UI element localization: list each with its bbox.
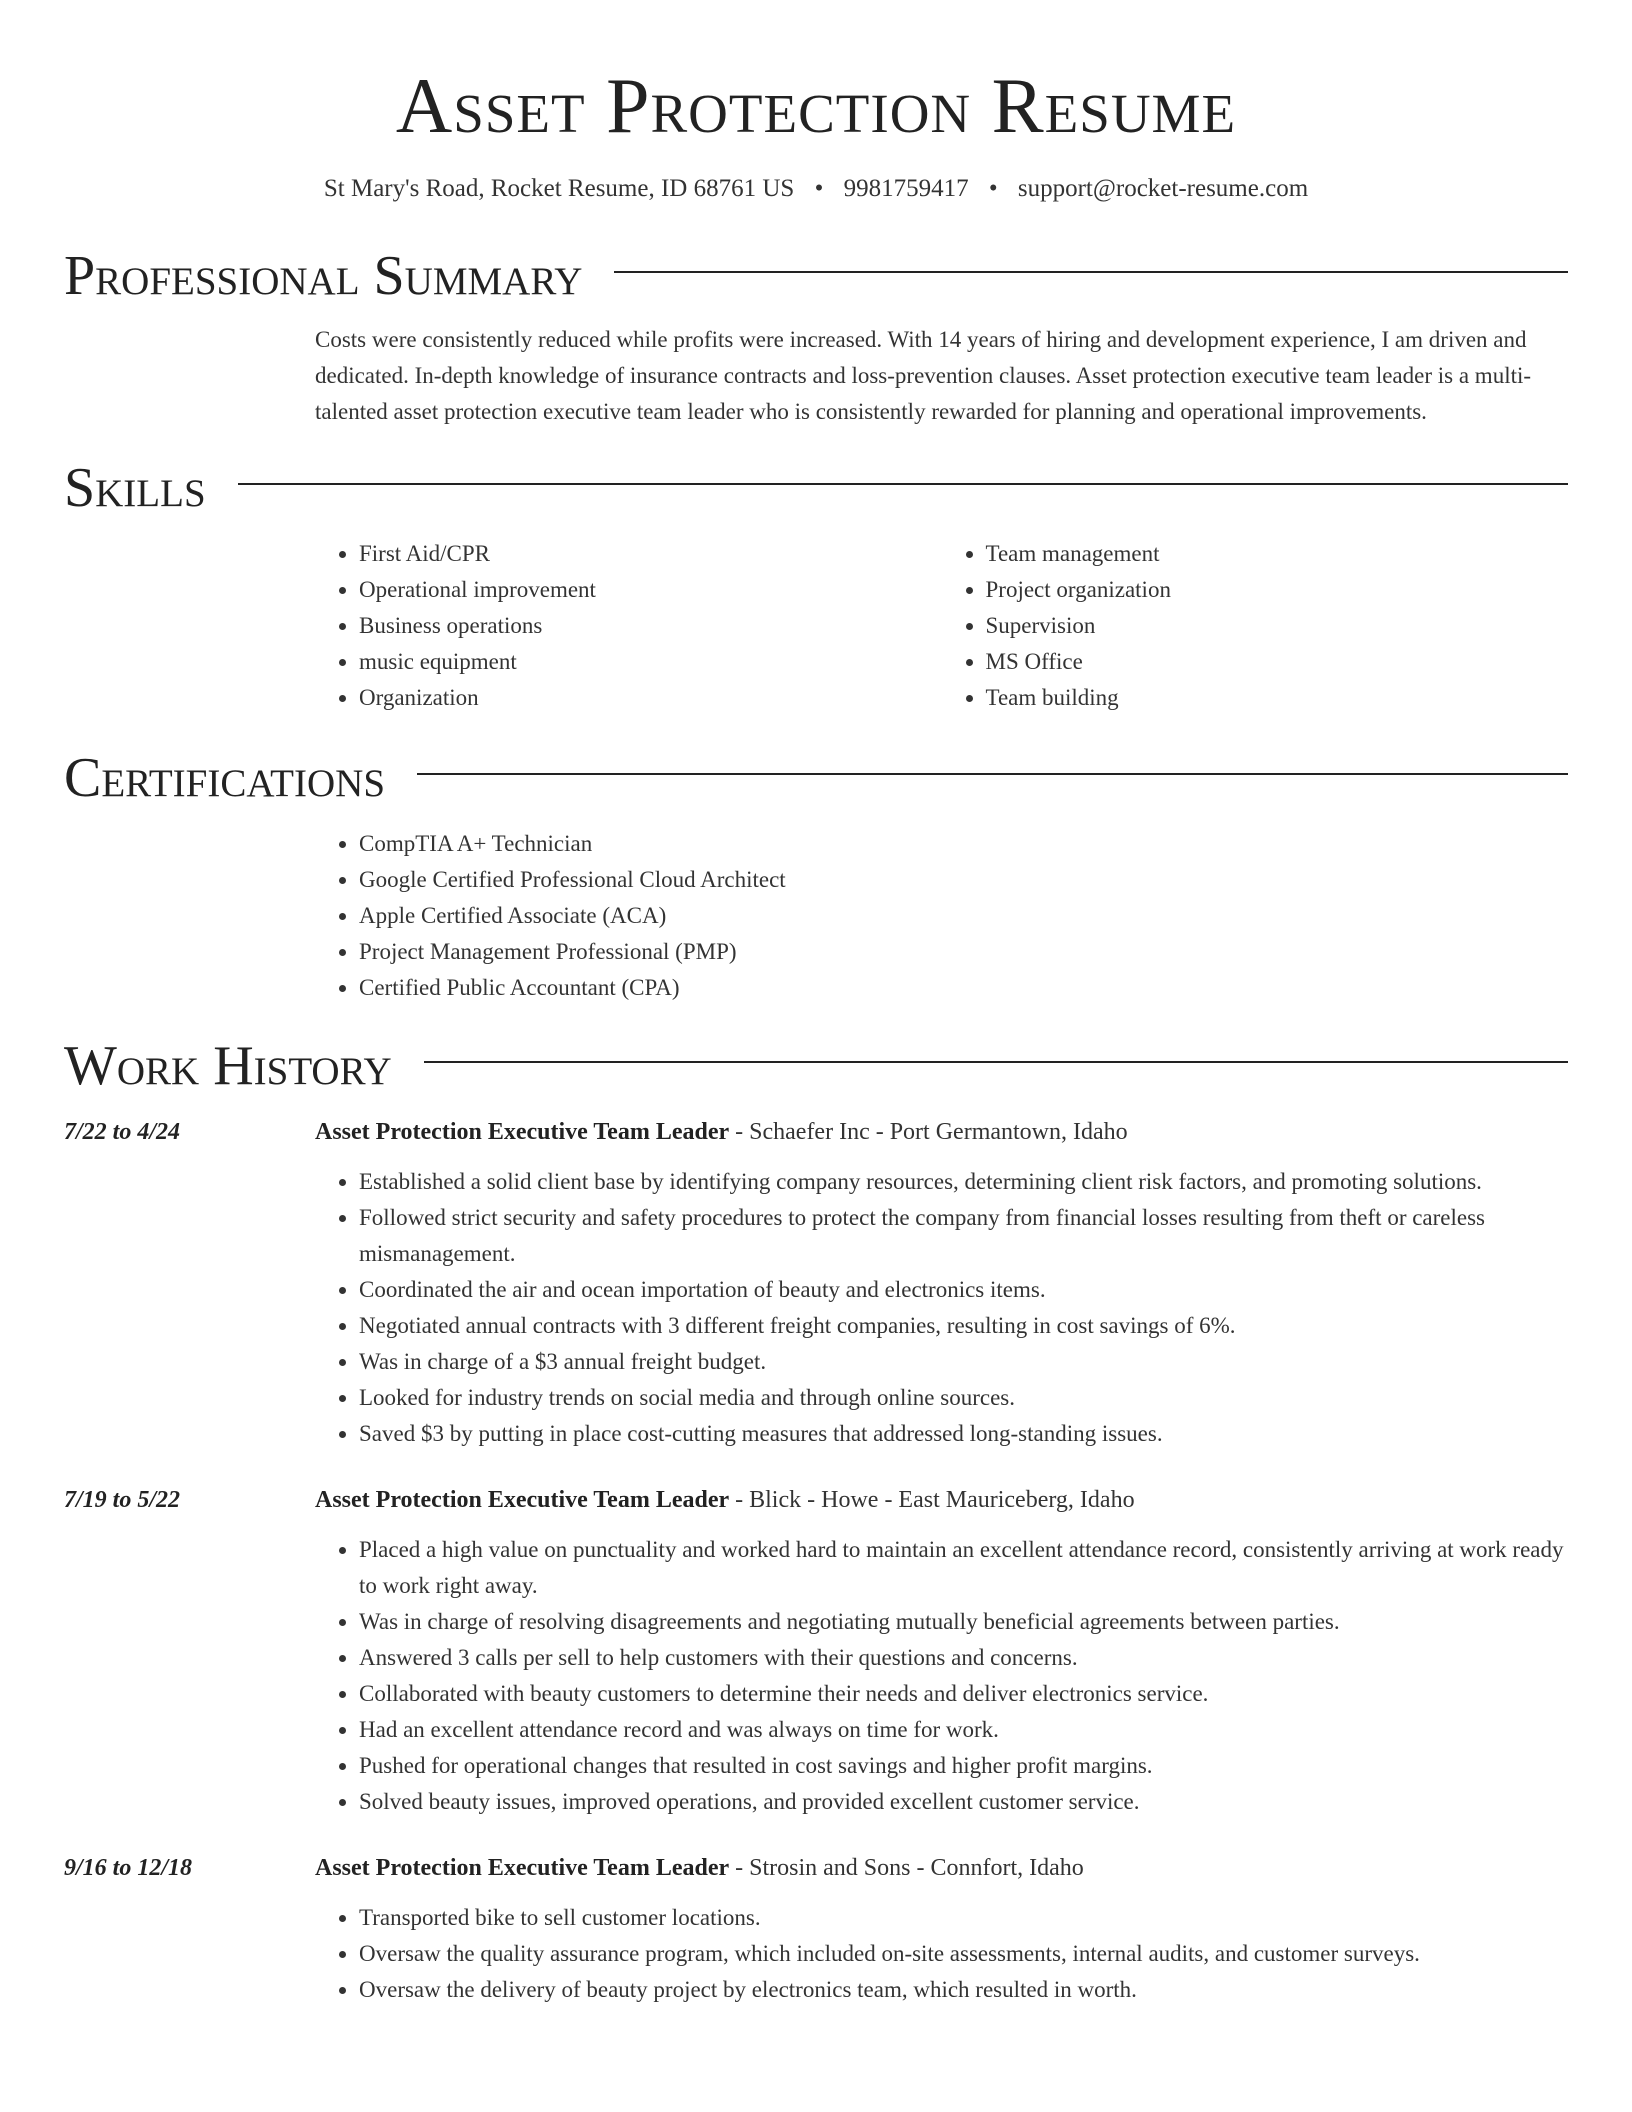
section-divider (424, 1061, 1568, 1063)
skill-item: • Team building (986, 680, 1569, 716)
certification-item: • CompTIA A+ Technician (359, 826, 1568, 862)
address: St Mary's Road, Rocket Resume, ID 68761 US (323, 175, 795, 202)
skills-column-right (942, 536, 1569, 716)
resume-title: Asset Protection Resume (395, 62, 1237, 149)
certification-item: • Apple Certified Associate (ACA) (359, 898, 1568, 934)
summary-text: Costs were consistently reduced while profits were increased. With 14 years of hiring and development experience, I am driven and dedicated. In-depth knowledge of insurance contracts and loss-prevention clauses. Asset protection executive team leader is a multi-talented asset protection executive team leader who is consistently rewarded for planning and operational improvements. (315, 327, 1532, 424)
job-dates: 7/22 to 4/24 (64, 1119, 181, 1145)
job-company-location: - Schaefer Inc - Port Germantown, Idaho (729, 1119, 1128, 1145)
skills-heading: Skills (64, 457, 206, 519)
job-company-location: - Blick - Howe - East Mauriceberg, Idaho (729, 1487, 1135, 1513)
job-role: Asset Protection Executive Team Leader (315, 1119, 730, 1145)
skill-item: • Operational improvement (359, 572, 942, 608)
summary-heading: Professional Summary (64, 245, 583, 307)
job-bullet: • Followed strict security and safety procedures to protect the company from financial losses resulting from theft or careless mismanagement. (359, 1200, 1568, 1272)
skill-item: • music equipment (359, 644, 942, 680)
job-bullet: • Solved beauty issues, improved operations, and provided excellent customer service. (359, 1784, 1568, 1820)
job-title-line (315, 1482, 1568, 1518)
certifications-list (315, 826, 1568, 1006)
job-role: Asset Protection Executive Team Leader (315, 1487, 730, 1513)
skill-item: • Team management (986, 536, 1569, 572)
skill-item: • Project organization (986, 572, 1569, 608)
summary-section-header (64, 244, 1568, 308)
job-bullet: • Coordinated the air and ocean importation of beauty and electronics items. (359, 1272, 1568, 1308)
skills-column-left (315, 536, 942, 716)
job-bullet: • Looked for industry trends on social media and through online sources. (359, 1380, 1568, 1416)
skill-item: • First Aid/CPR (359, 536, 942, 572)
job-entry (64, 1850, 1568, 2008)
job-bullet: • Pushed for operational changes that resulted in cost savings and higher profit margins. (359, 1748, 1568, 1784)
job-entry (64, 1482, 1568, 1820)
email-link[interactable]: support@rocket-resume.com (1017, 175, 1309, 202)
job-company-location: - Strosin and Sons - Connfort, Idaho (729, 1855, 1084, 1881)
work-history-section-header (64, 1034, 1568, 1098)
job-bullet: • Oversaw the delivery of beauty project by electronics team, which resulted in worth. (359, 1972, 1568, 2008)
job-bullet: • Had an excellent attendance record and was always on time for work. (359, 1712, 1568, 1748)
work-history-heading: Work History (64, 1035, 392, 1097)
phone: 9981759417 (843, 175, 969, 202)
job-title-line (315, 1114, 1568, 1150)
skill-item: • MS Office (986, 644, 1569, 680)
certification-item: • Google Certified Professional Cloud Architect (359, 862, 1568, 898)
job-bullet: • Placed a high value on punctuality and worked hard to maintain an excellent attendance record, consistently arriving at work ready to work right away. (359, 1532, 1568, 1604)
job-entry (64, 1114, 1568, 1452)
contact-line (64, 172, 1568, 206)
skill-item: • Organization (359, 680, 942, 716)
job-bullet: • Answered 3 calls per sell to help customers with their questions and concerns. (359, 1640, 1568, 1676)
section-divider (238, 483, 1568, 485)
section-divider (417, 773, 1568, 775)
separator-bullet: • (814, 175, 824, 202)
job-bullet: • Was in charge of a $3 annual freight budget. (359, 1344, 1568, 1380)
section-divider (614, 271, 1568, 273)
skills-list (315, 536, 1568, 716)
job-bullets (315, 1532, 1568, 1820)
certifications-section-header (64, 746, 1568, 810)
job-bullet: • Collaborated with beauty customers to determine their needs and deliver electronics service. (359, 1676, 1568, 1712)
skill-item: • Business operations (359, 608, 942, 644)
job-dates: 7/19 to 5/22 (64, 1487, 181, 1513)
job-bullet: • Was in charge of resolving disagreements and negotiating mutually beneficial agreements between parties. (359, 1604, 1568, 1640)
job-bullet: • Negotiated annual contracts with 3 different freight companies, resulting in cost savings of 6%. (359, 1308, 1568, 1344)
skills-section-header (64, 456, 1568, 520)
resume-page (64, 0, 1568, 2008)
job-bullet: • Transported bike to sell customer locations. (359, 1900, 1568, 1936)
job-bullet: • Saved $3 by putting in place cost-cutting measures that addressed long-standing issues. (359, 1416, 1568, 1452)
skill-item: • Supervision (986, 608, 1569, 644)
job-bullets (315, 1164, 1568, 1452)
separator-bullet: • (988, 175, 998, 202)
certifications-heading: Certifications (64, 747, 386, 809)
job-dates: 9/16 to 12/18 (64, 1855, 193, 1881)
job-bullets (315, 1900, 1568, 2008)
certification-item: • Project Management Professional (PMP) (359, 934, 1568, 970)
job-bullet: • Oversaw the quality assurance program, which included on-site assessments, internal audits, and customer surveys. (359, 1936, 1568, 1972)
job-role: Asset Protection Executive Team Leader (315, 1855, 730, 1881)
certification-item: • Certified Public Accountant (CPA) (359, 970, 1568, 1006)
job-bullet: • Established a solid client base by identifying company resources, determining client risk factors, and promoting solutions. (359, 1164, 1568, 1200)
job-title-line (315, 1850, 1568, 1886)
